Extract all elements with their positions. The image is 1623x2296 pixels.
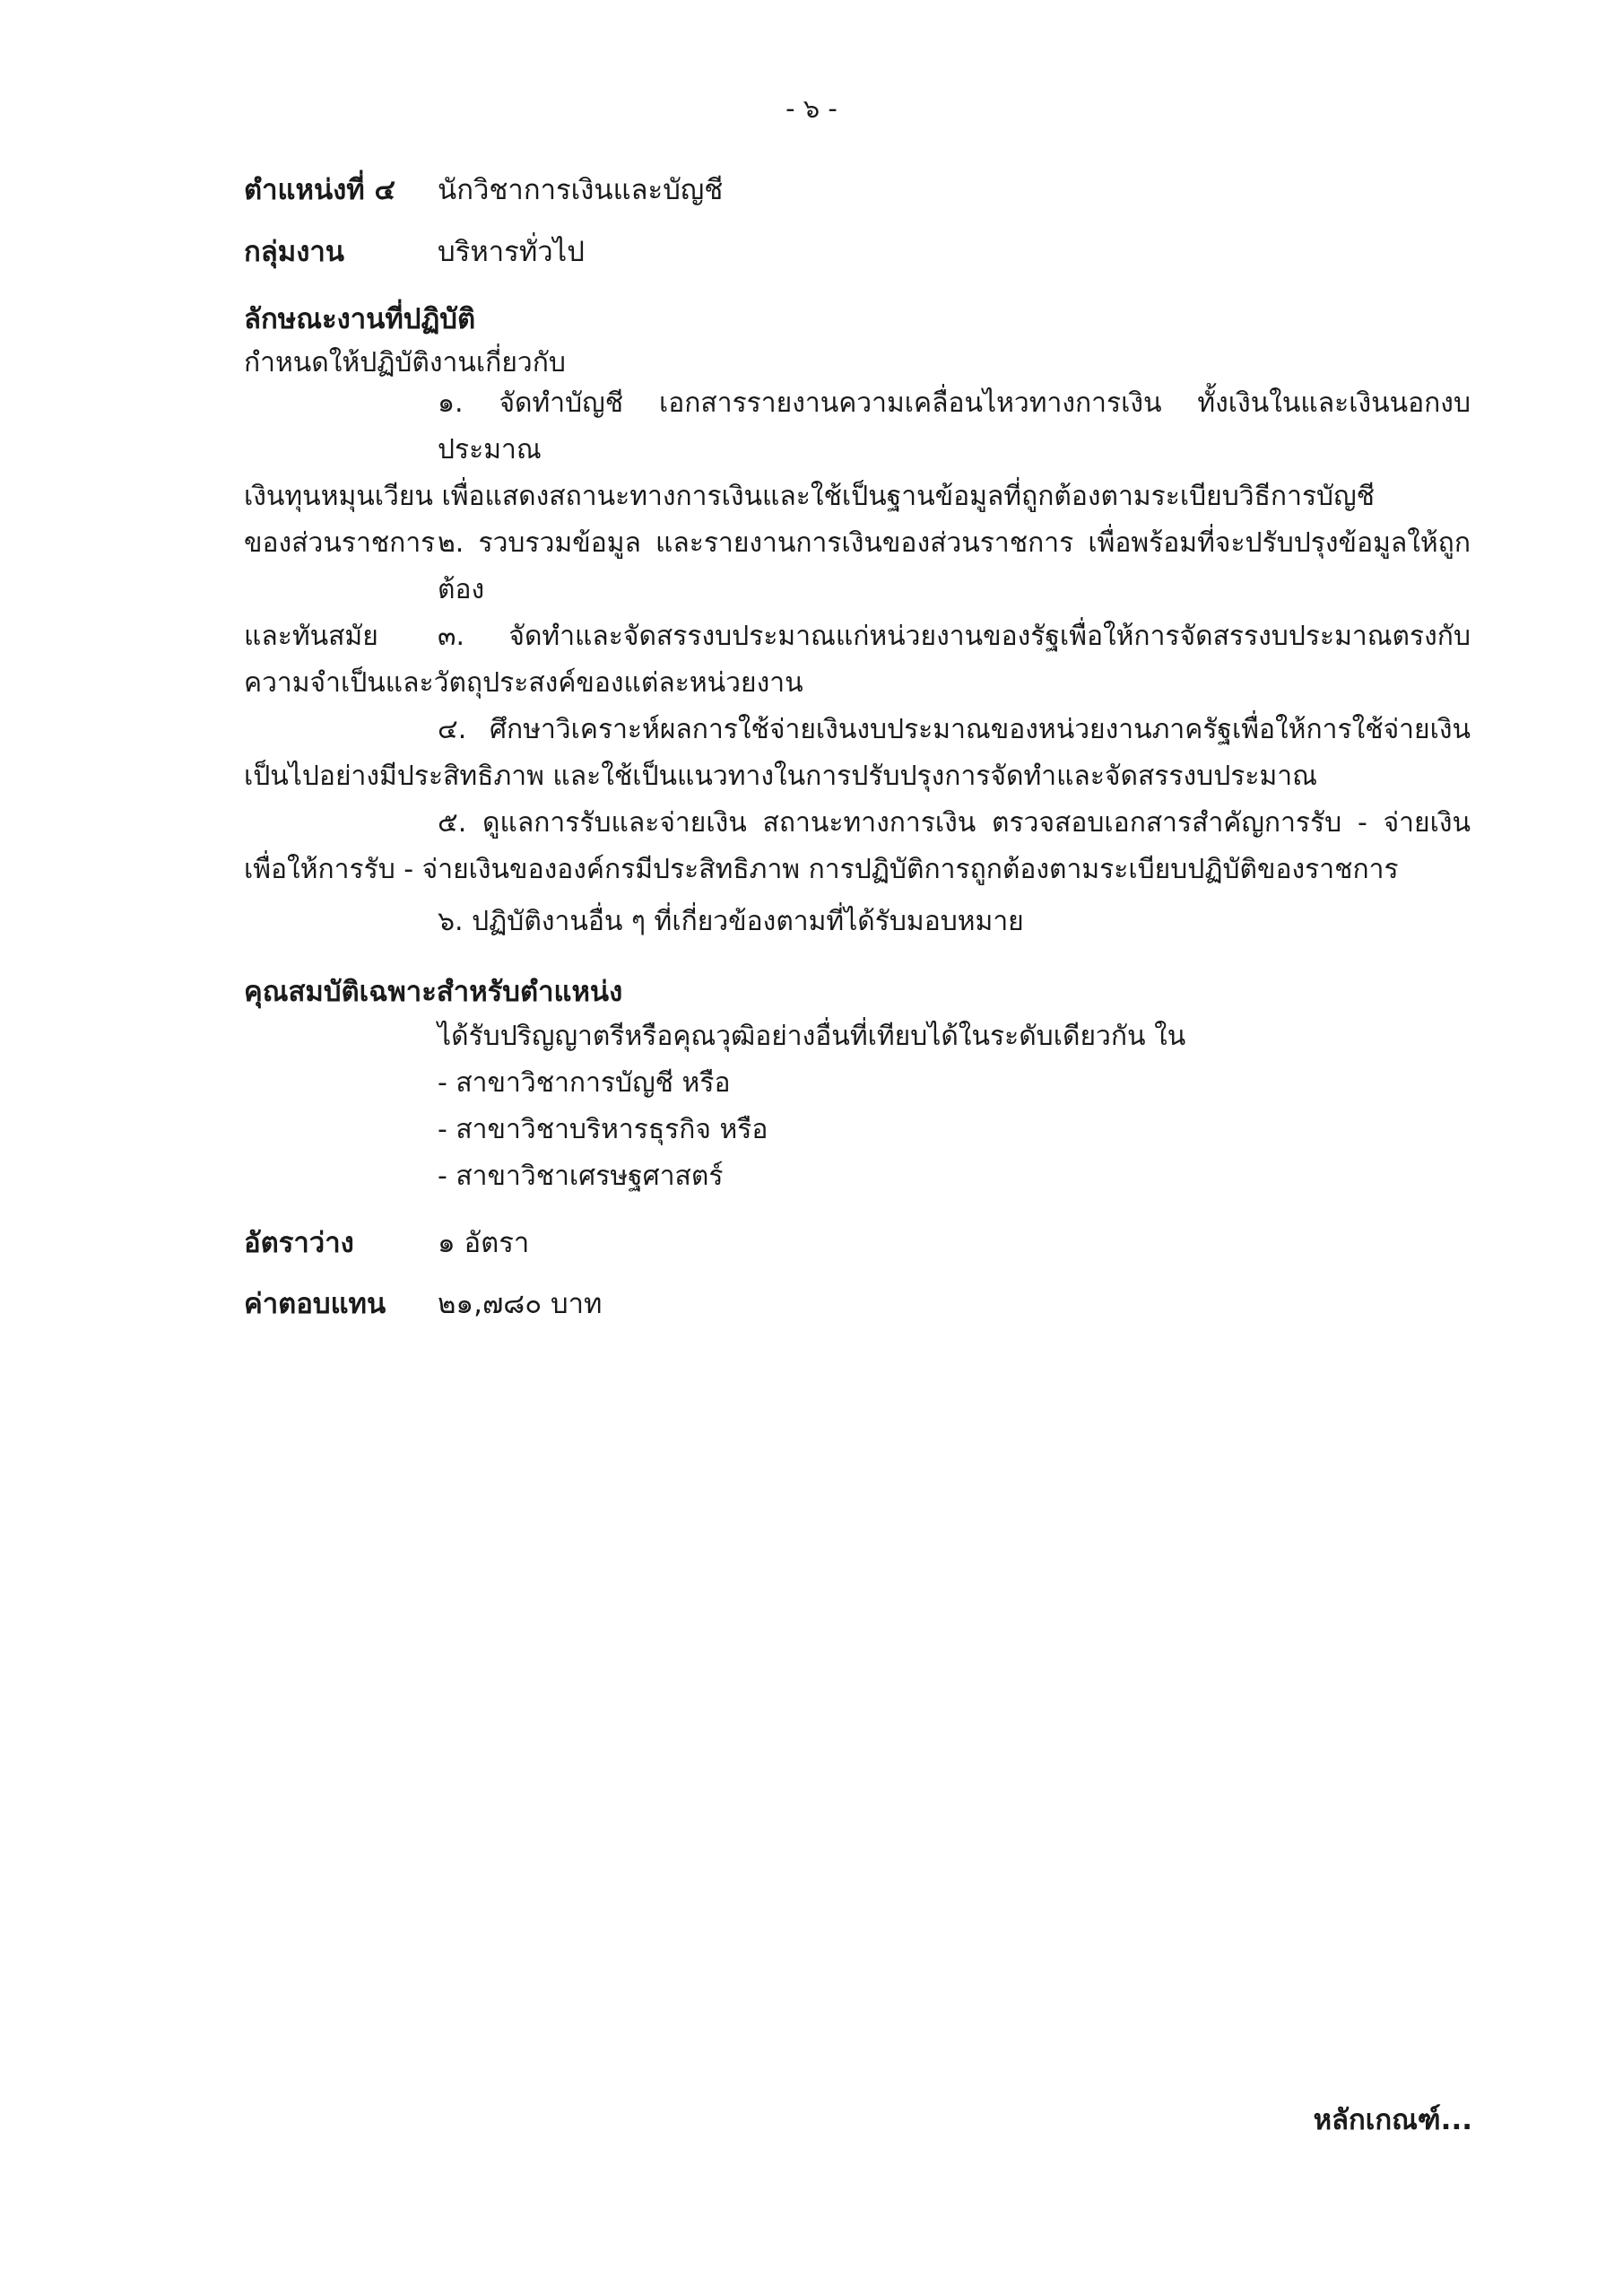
continued-marker: หลักเกณฑ์... [1313, 2104, 1472, 2136]
position-label: ตำแหน่งที่ ๔ [244, 174, 395, 206]
vacancy-label: อัตราว่าง [244, 1227, 354, 1259]
position-value: นักวิชาการเงินและบัญชี [438, 174, 724, 206]
duties-intro: กำหนดให้ปฏิบัติงานเกี่ยวกับ [244, 347, 566, 378]
duty-item-6 [244, 899, 1471, 945]
work-group-row [244, 229, 585, 274]
duty-item-1-line-3: ของส่วนราชการ [244, 527, 436, 559]
duty-item-4-first-line: ๔. ศึกษาวิเคราะห์ผลการใช้จ่ายเงินงบประมาณของหน่วยงานภาครัฐเพื่อให้การใช้จ่ายเงิน [438, 714, 1471, 745]
salary-row [244, 1281, 603, 1326]
work-group-value: บริหารทั่วไป [438, 236, 585, 268]
duty-item-2-first-line: ๒. รวบรวมข้อมูล และรายงานการเงินของส่วนราชการ เพื่อพร้อมที่จะปรับปรุงข้อมูลให้ถูกต้อง [438, 527, 1471, 605]
duty-item-1-first-line: ๑. จัดทำบัญชี เอกสารรายงานความเคลื่อนไหวทางการเงิน ทั้งเงินในและเงินนอกงบประมาณ [438, 387, 1471, 465]
duty-item-3-line-2: ความจำเป็นและวัตถุประสงค์ของแต่ละหน่วยงาน [244, 667, 803, 699]
duty-item-1-line-2: เงินทุนหมุนเวียน เพื่อแสดงสถานะทางการเงินและใช้เป็นฐานข้อมูลที่ถูกต้องตามระเบียบวิธีการบัญชี [244, 481, 1376, 512]
work-group-label: กลุ่มงาน [244, 236, 344, 268]
duty-item-5 [244, 800, 1471, 893]
vacancy-value: ๑ อัตรา [438, 1227, 530, 1259]
duty-item-4-line-2: เป็นไปอย่างมีประสิทธิภาพ และใช้เป็นแนวทางในการปรับปรุงการจัดทำและจัดสรรงบประมาณ [244, 761, 1317, 792]
duty-item-2-line-2: และทันสมัย [244, 621, 378, 652]
duty-item-6-first-line: ๖. ปฏิบัติงานอื่น ๆ ที่เกี่ยวข้องตามที่ได้รับมอบหมาย [438, 906, 1024, 937]
duty-item-3-first-line: ๓. จัดทำและจัดสรรงบประมาณแก่หน่วยงานของรัฐเพื่อให้การจัดสรรงบประมาณตรงกับ [438, 621, 1471, 652]
vacancy-row [244, 1220, 529, 1265]
duty-item-5-line-2: เพื่อให้การรับ - จ่ายเงินขององค์กรมีประสิทธิภาพ การปฏิบัติการถูกต้องตามระเบียบปฏิบัติของราชการ [244, 854, 1399, 885]
qualification-field-1: - สาขาวิชาการบัญชี หรือ [438, 1067, 731, 1099]
salary-label: ค่าตอบแทน [244, 1288, 386, 1320]
salary-value: ๒๑,๗๘๐ บาท [438, 1288, 603, 1320]
duty-item-5-first-line: ๕. ดูแลการรับและจ่ายเงิน สถานะทางการเงิน ตรวจสอบเอกสารสำคัญการรับ - จ่ายเงิน [438, 807, 1471, 839]
qualification-field-2: - สาขาวิชาบริหารธุรกิจ หรือ [438, 1114, 768, 1145]
page-number: - ๖ - [785, 93, 838, 124]
position-row [244, 167, 723, 212]
duty-item-4 [244, 707, 1471, 800]
qualification-field-3: - สาขาวิชาเศรษฐศาสตร์ [438, 1161, 724, 1192]
qualifications-heading: คุณสมบัติเฉพาะสำหรับตำแหน่ง [244, 976, 623, 1008]
duties-heading: ลักษณะงานที่ปฏิบัติ [244, 303, 476, 335]
qualifications-intro: ได้รับปริญญาตรีหรือคุณวุฒิอย่างอื่นที่เทียบได้ในระดับเดียวกัน ใน [438, 1021, 1186, 1052]
duty-item-3 [244, 613, 1471, 707]
